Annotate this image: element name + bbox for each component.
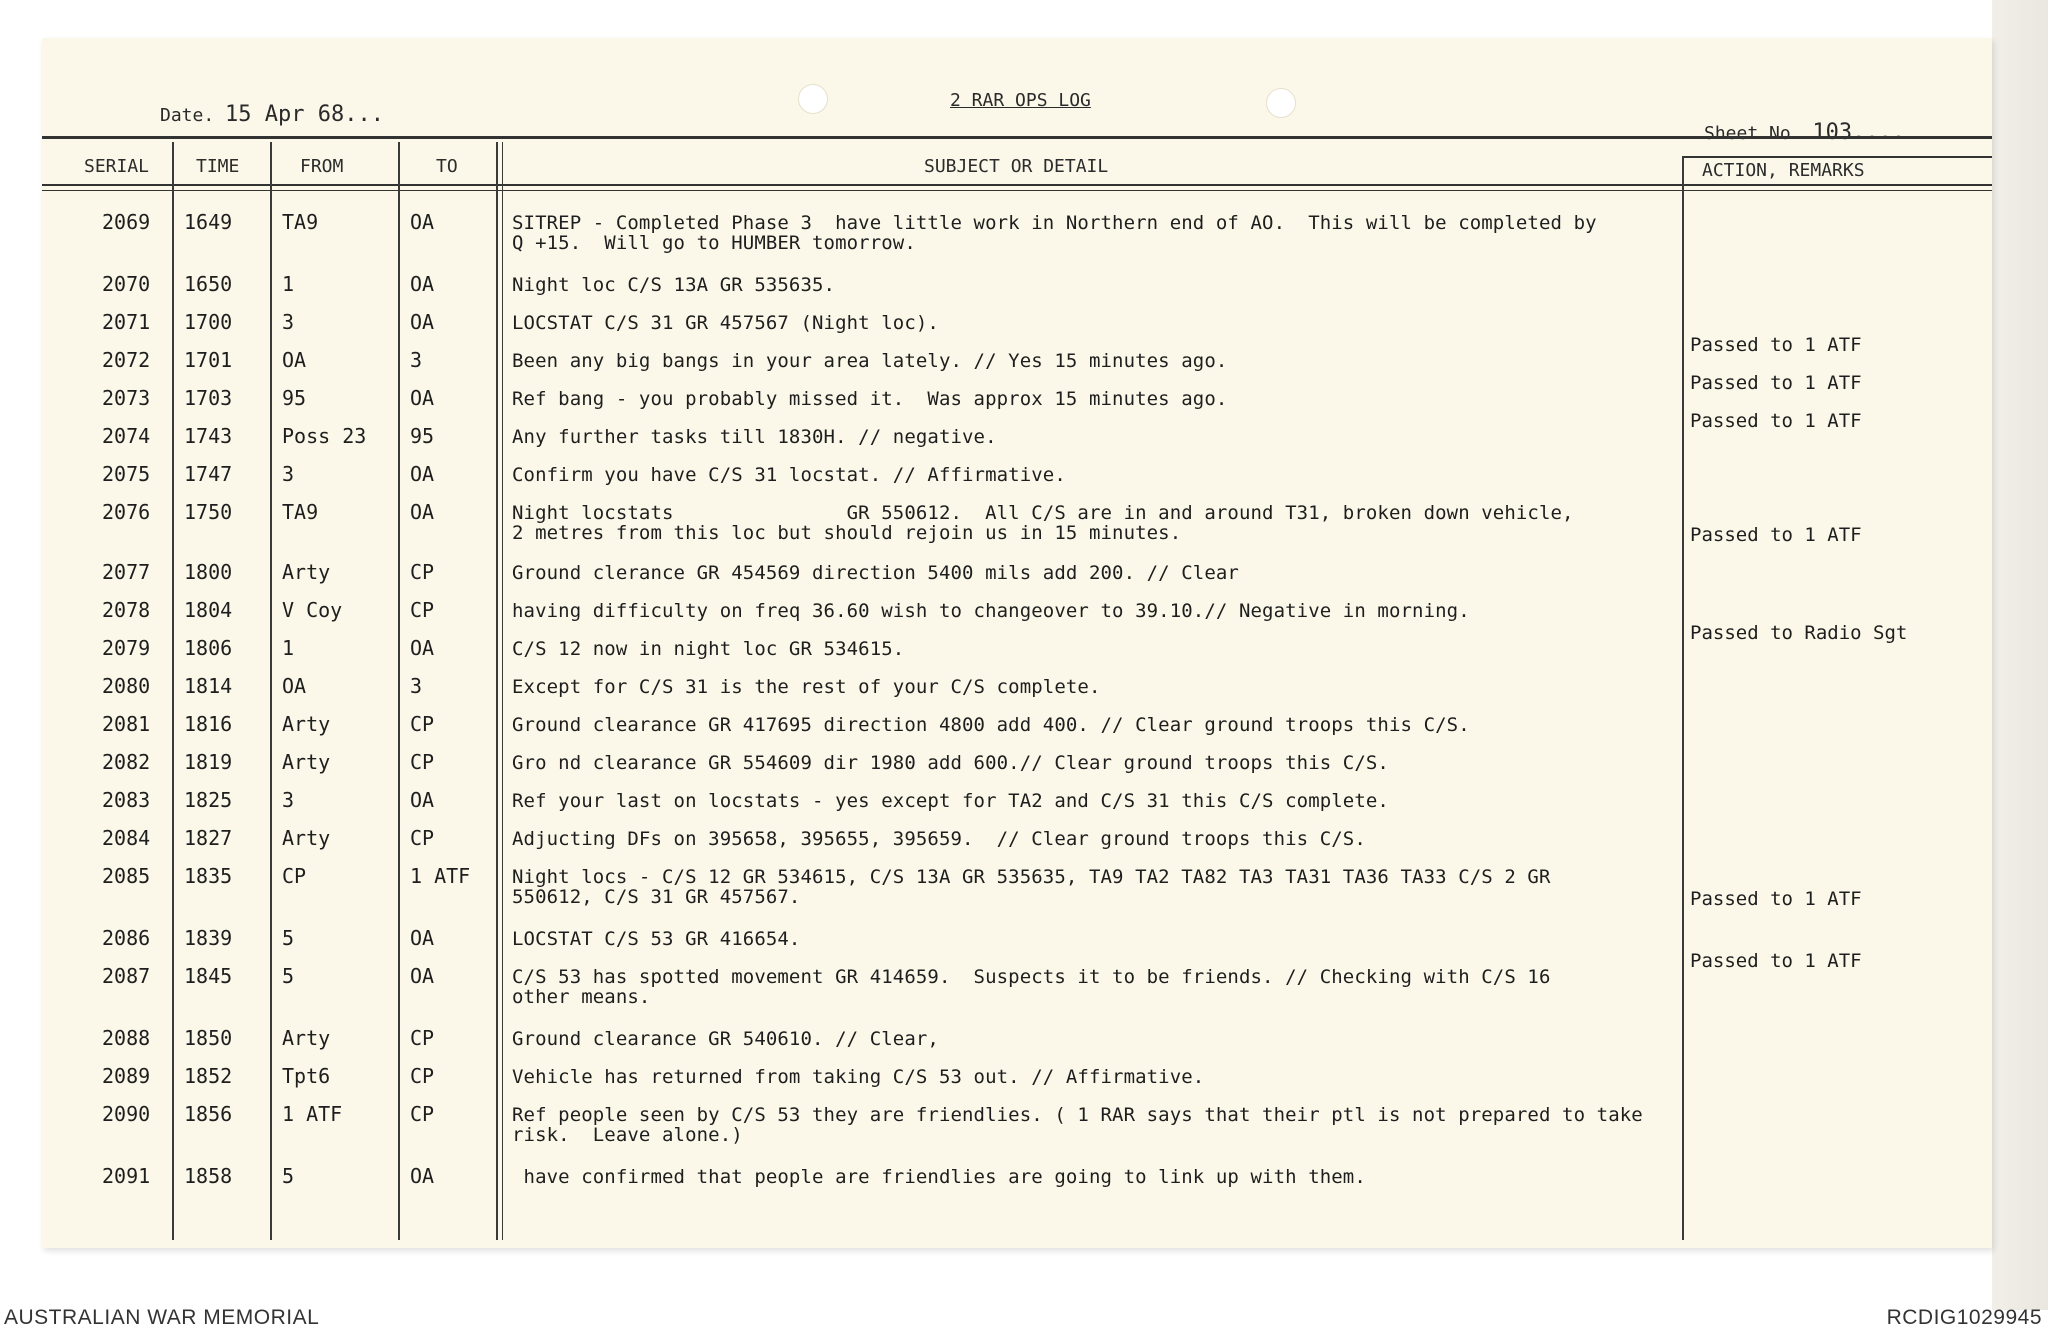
- page-title: 2 RAR OPS LOG: [950, 90, 1091, 111]
- col-header-time: TIME: [196, 156, 240, 177]
- col-header-action: ACTION, REMARKS: [1702, 160, 1865, 181]
- subject-line: Ref people seen by C/S 53 they are friendlies. ( 1 RAR says that their ptl is not prepared to take: [512, 1104, 1643, 1126]
- action-remark: Passed to 1 ATF: [1690, 888, 1862, 910]
- subject-line: SITREP - Completed Phase 3 have little work in Northern end of AO. This will be completed by: [512, 212, 1597, 234]
- sheet-value: 103....: [1812, 120, 1906, 145]
- from-cell: Poss 23: [282, 424, 367, 448]
- subject-line: Vehicle has returned from taking C/S 53 out. // Affirmative.: [512, 1066, 1205, 1088]
- from-cell: Arty: [282, 1026, 331, 1050]
- time-cell: 1814: [184, 674, 233, 698]
- from-cell: 1: [282, 272, 295, 296]
- time-cell: 1839: [184, 926, 233, 950]
- col-divider-from: [398, 142, 400, 1240]
- subject-line: Adjucting DFs on 395658, 395655, 395659. // Clear ground troops this C/S.: [512, 828, 1366, 850]
- serial-cell: 2090: [102, 1102, 151, 1126]
- subject-line: Night loc C/S 13A GR 535635.: [512, 274, 836, 296]
- to-cell: 95: [410, 424, 435, 448]
- subject-line: 550612, C/S 31 GR 457567.: [512, 886, 801, 908]
- serial-cell: 2069: [102, 210, 151, 234]
- from-cell: OA: [282, 674, 307, 698]
- punch-hole-left: [798, 84, 828, 114]
- from-cell: 3: [282, 310, 295, 334]
- action-remark: Passed to 1 ATF: [1690, 524, 1862, 546]
- from-cell: Arty: [282, 712, 331, 736]
- time-cell: 1845: [184, 964, 233, 988]
- col-header-from: FROM: [300, 156, 344, 177]
- time-cell: 1827: [184, 826, 233, 850]
- to-cell: CP: [410, 750, 435, 774]
- date-value: 15 Apr 68...: [225, 102, 384, 127]
- col-divider-time: [270, 142, 272, 1240]
- time-cell: 1650: [184, 272, 233, 296]
- subject-line: Any further tasks till 1830H. // negative.: [512, 426, 997, 448]
- from-cell: OA: [282, 348, 307, 372]
- scan-edge: [1992, 0, 2048, 1310]
- from-cell: 5: [282, 964, 295, 988]
- serial-cell: 2073: [102, 386, 151, 410]
- from-cell: V Coy: [282, 598, 343, 622]
- subject-line: Night locstats GR 550612. All C/S are in and around T31, broken down vehicle,: [512, 502, 1574, 524]
- subject-line: LOCSTAT C/S 31 GR 457567 (Night loc).: [512, 312, 939, 334]
- from-cell: 1: [282, 636, 295, 660]
- action-remark: Passed to 1 ATF: [1690, 410, 1862, 432]
- header-rule: [42, 184, 1992, 186]
- serial-cell: 2077: [102, 560, 151, 584]
- to-cell: CP: [410, 826, 435, 850]
- header-rule-double: [42, 190, 1992, 191]
- time-cell: 1800: [184, 560, 233, 584]
- to-cell: OA: [410, 210, 435, 234]
- footer-id: RCDIG1029945: [1886, 1306, 2042, 1329]
- subject-line: Except for C/S 31 is the rest of your C/S complete.: [512, 676, 1101, 698]
- subject-line: LOCSTAT C/S 53 GR 416654.: [512, 928, 801, 950]
- from-cell: 1 ATF: [282, 1102, 343, 1126]
- serial-cell: 2084: [102, 826, 151, 850]
- time-cell: 1825: [184, 788, 233, 812]
- to-cell: CP: [410, 560, 435, 584]
- subject-line: Confirm you have C/S 31 locstat. // Affirmative.: [512, 464, 1066, 486]
- serial-cell: 2080: [102, 674, 151, 698]
- serial-cell: 2082: [102, 750, 151, 774]
- subject-line: Been any big bangs in your area lately. // Yes 15 minutes ago.: [512, 350, 1228, 372]
- subject-line: Ground clearance GR 540610. // Clear,: [512, 1028, 939, 1050]
- from-cell: Arty: [282, 826, 331, 850]
- to-cell: OA: [410, 462, 435, 486]
- from-cell: Arty: [282, 750, 331, 774]
- serial-cell: 2089: [102, 1064, 151, 1088]
- serial-cell: 2070: [102, 272, 151, 296]
- action-top-rule: [1682, 156, 1992, 158]
- to-cell: CP: [410, 1102, 435, 1126]
- col-divider-to-double: [502, 142, 503, 1240]
- col-divider-to: [496, 142, 498, 1240]
- time-cell: 1750: [184, 500, 233, 524]
- to-cell: OA: [410, 964, 435, 988]
- serial-cell: 2083: [102, 788, 151, 812]
- time-cell: 1856: [184, 1102, 233, 1126]
- action-remark: Passed to Radio Sgt: [1690, 622, 1908, 644]
- to-cell: CP: [410, 598, 435, 622]
- subject-line: other means.: [512, 986, 651, 1008]
- serial-cell: 2091: [102, 1164, 151, 1188]
- to-cell: 3: [410, 674, 423, 698]
- subject-line: 2 metres from this loc but should rejoin us in 15 minutes.: [512, 522, 1182, 544]
- col-divider-serial: [172, 142, 174, 1240]
- to-cell: OA: [410, 788, 435, 812]
- time-cell: 1816: [184, 712, 233, 736]
- col-header-to: TO: [436, 156, 458, 177]
- date-line: [160, 102, 384, 127]
- from-cell: 5: [282, 1164, 295, 1188]
- serial-cell: 2075: [102, 462, 151, 486]
- serial-cell: 2072: [102, 348, 151, 372]
- serial-cell: 2088: [102, 1026, 151, 1050]
- ops-log-sheet: [42, 38, 1992, 1248]
- to-cell: OA: [410, 310, 435, 334]
- subject-line: risk. Leave alone.): [512, 1124, 743, 1146]
- subject-line: Ref bang - you probably missed it. Was approx 15 minutes ago.: [512, 388, 1228, 410]
- subject-line: C/S 53 has spotted movement GR 414659. Suspects it to be friends. // Checking with C/S 16: [512, 966, 1551, 988]
- subject-line: have confirmed that people are friendlies are going to link up with them.: [512, 1166, 1366, 1188]
- to-cell: 1 ATF: [410, 864, 471, 888]
- serial-cell: 2085: [102, 864, 151, 888]
- action-remark: Passed to 1 ATF: [1690, 334, 1862, 356]
- from-cell: Tpt6: [282, 1064, 331, 1088]
- action-remark: Passed to 1 ATF: [1690, 372, 1862, 394]
- serial-cell: 2078: [102, 598, 151, 622]
- from-cell: TA9: [282, 210, 319, 234]
- time-cell: 1850: [184, 1026, 233, 1050]
- from-cell: 95: [282, 386, 307, 410]
- table-top-rule: [42, 136, 1992, 139]
- subject-line: Ground clearance GR 417695 direction 4800 add 400. // Clear ground troops this C/S.: [512, 714, 1470, 736]
- subject-line: Night locs - C/S 12 GR 534615, C/S 13A GR 535635, TA9 TA2 TA82 TA3 TA31 TA36 TA33 C/S 2 GR: [512, 866, 1551, 888]
- to-cell: OA: [410, 500, 435, 524]
- action-remark: Passed to 1 ATF: [1690, 950, 1862, 972]
- from-cell: CP: [282, 864, 307, 888]
- serial-cell: 2074: [102, 424, 151, 448]
- time-cell: 1819: [184, 750, 233, 774]
- to-cell: CP: [410, 712, 435, 736]
- subject-line: Gro nd clearance GR 554609 dir 1980 add 600.// Clear ground troops this C/S.: [512, 752, 1389, 774]
- subject-line: Ref your last on locstats - yes except for TA2 and C/S 31 this C/S complete.: [512, 790, 1389, 812]
- to-cell: OA: [410, 926, 435, 950]
- footer-credit: AUSTRALIAN WAR MEMORIAL: [4, 1306, 320, 1329]
- time-cell: 1858: [184, 1164, 233, 1188]
- time-cell: 1852: [184, 1064, 233, 1088]
- from-cell: 3: [282, 462, 295, 486]
- sheet-label: Sheet No.: [1704, 123, 1802, 144]
- time-cell: 1743: [184, 424, 233, 448]
- time-cell: 1701: [184, 348, 233, 372]
- subject-line: Q +15. Will go to HUMBER tomorrow.: [512, 232, 916, 254]
- serial-cell: 2079: [102, 636, 151, 660]
- to-cell: 3: [410, 348, 423, 372]
- to-cell: CP: [410, 1064, 435, 1088]
- serial-cell: 2087: [102, 964, 151, 988]
- punch-hole-right: [1266, 88, 1296, 118]
- date-label: Date.: [160, 105, 215, 126]
- subject-line: having difficulty on freq 36.60 wish to changeover to 39.10.// Negative in morning.: [512, 600, 1470, 622]
- time-cell: 1747: [184, 462, 233, 486]
- time-cell: 1804: [184, 598, 233, 622]
- from-cell: TA9: [282, 500, 319, 524]
- from-cell: 3: [282, 788, 295, 812]
- to-cell: OA: [410, 272, 435, 296]
- serial-cell: 2081: [102, 712, 151, 736]
- time-cell: 1806: [184, 636, 233, 660]
- col-header-serial: SERIAL: [84, 156, 150, 177]
- subject-line: Ground clerance GR 454569 direction 5400 mils add 200. // Clear: [512, 562, 1239, 584]
- serial-cell: 2086: [102, 926, 151, 950]
- serial-cell: 2076: [102, 500, 151, 524]
- sheet-number-line: [1704, 120, 1905, 145]
- to-cell: CP: [410, 1026, 435, 1050]
- from-cell: Arty: [282, 560, 331, 584]
- col-divider-subject: [1682, 156, 1684, 1240]
- time-cell: 1835: [184, 864, 233, 888]
- to-cell: OA: [410, 1164, 435, 1188]
- to-cell: OA: [410, 386, 435, 410]
- time-cell: 1649: [184, 210, 233, 234]
- time-cell: 1700: [184, 310, 233, 334]
- time-cell: 1703: [184, 386, 233, 410]
- subject-line: C/S 12 now in night loc GR 534615.: [512, 638, 905, 660]
- col-header-subject: SUBJECT OR DETAIL: [924, 156, 1109, 177]
- to-cell: OA: [410, 636, 435, 660]
- from-cell: 5: [282, 926, 295, 950]
- serial-cell: 2071: [102, 310, 151, 334]
